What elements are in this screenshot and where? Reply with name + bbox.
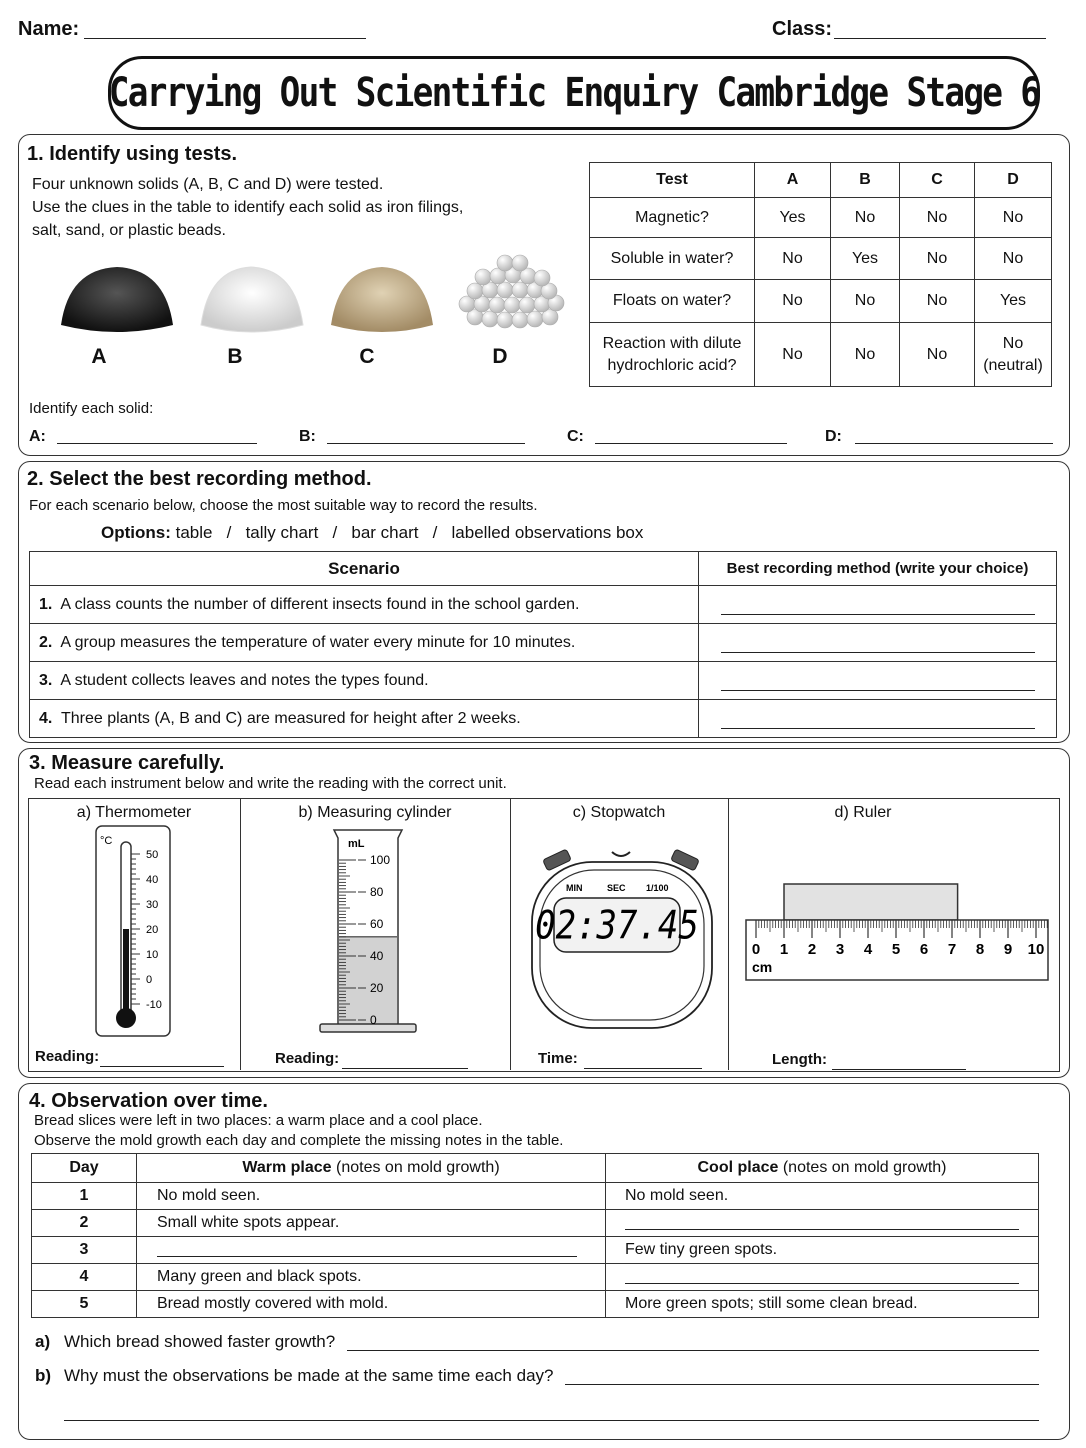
mold-table (31, 1153, 1039, 1318)
scenario-table (29, 551, 1057, 738)
cell: No (755, 280, 831, 323)
ruler-number: 10 (1027, 941, 1045, 958)
sample-b-label: B (227, 345, 243, 368)
thermometer-tick-label: 0 (146, 974, 153, 986)
table-row (590, 198, 1052, 238)
row-num: 4. (39, 709, 53, 727)
sample-c-label: C (359, 345, 375, 368)
cool-answer-field[interactable] (625, 1211, 1019, 1230)
cell: Reaction with dilute hydrochloric acid? (590, 323, 755, 387)
thermometer-tick-label: 20 (146, 924, 159, 936)
day-cell: 2 (32, 1210, 137, 1237)
day-cell: 5 (32, 1291, 137, 1318)
answer-c-label: C: (567, 428, 584, 445)
table-row (30, 586, 1057, 624)
thermometer-title: a) Thermometer (76, 804, 192, 821)
col-warm: Warm place (242, 1159, 332, 1176)
svg-text:02:37.45: 02:37.45 (535, 902, 699, 949)
row-num: 2. (39, 633, 53, 651)
table-row (32, 1291, 1039, 1318)
thermometer-tick-label: 30 (146, 899, 159, 911)
beads-pile-icon (459, 255, 564, 328)
cylinder-tick-label: 20 (370, 981, 384, 995)
cool-cell: Few tiny green spots. (606, 1237, 1039, 1264)
test-results-table (589, 162, 1052, 387)
ruler-number: 6 (919, 941, 929, 958)
ruler-number: 4 (863, 941, 873, 958)
cylinder-reading-field[interactable] (342, 1068, 468, 1069)
identify-label: Identify each solid: (29, 400, 154, 417)
question-b-field[interactable] (565, 1384, 1039, 1385)
col-c: C (900, 163, 975, 198)
cylinder-tick-label: 0 (370, 1013, 377, 1027)
answer-b-label: B: (299, 428, 316, 445)
cell: No (831, 280, 900, 323)
measured-block (784, 884, 958, 920)
s1-intro-3: salt, sand, or plastic beads. (32, 222, 226, 239)
name-field[interactable] (84, 38, 366, 39)
col-b: B (831, 163, 900, 198)
option-bar: bar chart (351, 523, 419, 542)
section-3-title: 3. Measure carefully. (29, 752, 225, 774)
svg-text:cm: cm (752, 959, 773, 975)
s1-intro-1: Four unknown solids (A, B, C and D) were tested. (32, 176, 384, 193)
cool-cell: More green spots; still some clean bread. (606, 1291, 1039, 1318)
thermometer-liquid (123, 929, 129, 1019)
table-row (32, 1264, 1039, 1291)
svg-text:MIN: MIN (566, 883, 583, 893)
cylinder-liquid (339, 937, 397, 1024)
cell: No (975, 198, 1052, 238)
col-test: Test (590, 163, 755, 198)
thermometer-tick-label: 10 (146, 949, 159, 961)
col-day: Day (32, 1154, 137, 1183)
cell: Yes (755, 198, 831, 238)
col-scenario: Scenario (30, 552, 699, 586)
option-box: labelled observations box (451, 523, 644, 542)
stopwatch-time-field[interactable] (584, 1068, 702, 1069)
white-pile-icon (201, 267, 303, 332)
s3-intro: Read each instrument below and write the reading with the correct unit. (34, 775, 507, 792)
ruler-number: 1 (779, 941, 789, 958)
answer-d-label: D: (825, 428, 842, 445)
iron-pile-icon (61, 267, 173, 332)
cool-cell: No mold seen. (606, 1183, 1039, 1210)
cell: No (neutral) (975, 323, 1052, 387)
scenario-text: A group measures the temperature of water every minute for 10 minutes. (60, 633, 576, 651)
section-observation (18, 1083, 1070, 1440)
cell: No (900, 238, 975, 280)
col-cool-suffix: (notes on mold growth) (778, 1159, 947, 1176)
cylinder-tick-label: 80 (370, 885, 384, 899)
ruler-number: 7 (947, 941, 957, 958)
answer-d-field[interactable] (855, 443, 1053, 444)
svg-text:°C: °C (100, 835, 113, 847)
method-answer-field[interactable] (721, 590, 1035, 615)
ruler-number: 3 (835, 941, 845, 958)
thermometer-tick-label: 40 (146, 874, 159, 886)
cell: No (831, 323, 900, 387)
ruler-icon (744, 882, 1050, 986)
sample-d-label: D (492, 345, 508, 368)
cell: No (755, 238, 831, 280)
cell: No (831, 198, 900, 238)
options-label: Options: (101, 523, 171, 542)
table-row (590, 238, 1052, 280)
ruler-title: d) Ruler (834, 804, 892, 821)
title-banner (108, 56, 1040, 130)
day-cell: 3 (32, 1237, 137, 1264)
section-recording (18, 461, 1070, 743)
option-table: table (175, 523, 213, 542)
stopwatch-time-label: Time: (538, 1050, 578, 1067)
warm-cell: No mold seen. (137, 1183, 606, 1210)
svg-text:mL: mL (348, 838, 365, 850)
table-row (30, 700, 1057, 738)
s1-intro-2: Use the clues in the table to identify each solid as iron filings, (32, 199, 464, 216)
warm-answer-field[interactable] (157, 1238, 577, 1257)
cell: Yes (975, 280, 1052, 323)
stopwatch-panel (510, 798, 729, 1070)
stopwatch-icon (526, 842, 718, 1032)
scenario-text: A student collects leaves and notes the types found. (60, 671, 429, 689)
day-cell: 1 (32, 1183, 137, 1210)
ruler-number: 9 (1003, 941, 1013, 958)
cylinder-tick-label: 60 (370, 917, 384, 931)
page-title: Carrying Out Scientific Enquiry Cambridge Stage 6 (108, 70, 1040, 116)
table-row (32, 1183, 1039, 1210)
s4-intro-2: Observe the mold growth each day and complete the missing notes in the table. (34, 1132, 564, 1149)
section-1-title: 1. Identify using tests. (27, 143, 238, 165)
sand-pile-icon (331, 267, 433, 332)
answer-c-field[interactable] (595, 443, 787, 444)
class-field[interactable] (834, 38, 1046, 39)
svg-text:SEC: SEC (607, 883, 626, 893)
cylinder-panel (240, 798, 511, 1070)
warm-cell: Many green and black spots. (137, 1264, 606, 1291)
option-tally: tally chart (245, 523, 319, 542)
table-row (590, 323, 1052, 387)
thermometer-tick-label: -10 (146, 999, 162, 1011)
col-a: A (755, 163, 831, 198)
cylinder-tick-label: 40 (370, 949, 384, 963)
cell: Yes (831, 238, 900, 280)
svg-text:1/100: 1/100 (646, 883, 669, 893)
thermometer-reading-label: Reading: (35, 1048, 100, 1065)
stopwatch-title: c) Stopwatch (572, 804, 666, 821)
cell: Magnetic? (590, 198, 755, 238)
table-row (32, 1237, 1039, 1264)
col-d: D (975, 163, 1052, 198)
name-label: Name: (18, 18, 80, 40)
scenario-text: Three plants (A, B and C) are measured for height after 2 weeks. (60, 709, 521, 727)
answer-a-field[interactable] (57, 443, 257, 444)
s4-intro-1: Bread slices were left in two places: a warm place and a cool place. (34, 1112, 483, 1129)
s2-intro: For each scenario below, choose the most suitable way to record the results. (29, 497, 538, 514)
cell: No (975, 238, 1052, 280)
col-cool: Cool place (697, 1159, 779, 1176)
thermometer-panel (28, 798, 241, 1070)
ruler-length-field[interactable] (832, 1069, 966, 1070)
table-row (30, 624, 1057, 662)
class-label: Class: (772, 18, 833, 40)
cell: Floats on water? (590, 280, 755, 323)
section-4-title: 4. Observation over time. (29, 1090, 268, 1112)
method-answer-field[interactable] (721, 628, 1035, 653)
sample-a-label: A (91, 345, 107, 368)
ruler-number: 2 (807, 941, 817, 958)
answer-b-field[interactable] (327, 443, 525, 444)
section-2-title: 2. Select the best recording method. (27, 468, 372, 490)
cylinder-reading-label: Reading: (275, 1050, 340, 1067)
options-line: Options: table / tally chart / bar chart / labelled observations box (101, 523, 644, 542)
cell: No (900, 323, 975, 387)
scenario-text: A class counts the number of different insects found in the school garden. (60, 595, 580, 613)
table-row (32, 1210, 1039, 1237)
section-identify (18, 134, 1070, 456)
ruler-number: 8 (975, 941, 985, 958)
warm-cell: Bread mostly covered with mold. (137, 1291, 606, 1318)
day-cell: 4 (32, 1264, 137, 1291)
thermometer-icon (92, 824, 176, 1040)
row-num: 3. (39, 671, 53, 689)
ruler-number: 5 (891, 941, 901, 958)
method-answer-field[interactable] (721, 666, 1035, 691)
answer-a-label: A: (29, 428, 46, 445)
table-row (30, 662, 1057, 700)
question-b-label: b) (35, 1366, 52, 1385)
question-a-label: a) (35, 1332, 51, 1351)
thermometer-tick-label: 50 (146, 849, 159, 861)
cell: Soluble in water? (590, 238, 755, 280)
cool-answer-field[interactable] (625, 1265, 1019, 1284)
measuring-cylinder-icon (316, 824, 430, 1042)
thermometer-reading-field[interactable] (100, 1066, 224, 1067)
ruler-length-label: Length: (772, 1051, 827, 1068)
sample-piles (39, 247, 569, 347)
question-a-text: Which bread showed faster growth? (64, 1332, 336, 1351)
cell: No (900, 198, 975, 238)
cylinder-tick-label: 100 (370, 853, 391, 867)
row-num: 1. (39, 595, 53, 613)
ruler-number: 0 (751, 941, 761, 958)
table-row (590, 280, 1052, 323)
warm-cell: Small white spots appear. (137, 1210, 606, 1237)
ruler-panel (728, 798, 1058, 1070)
col-warm-suffix: (notes on mold growth) (331, 1159, 500, 1176)
question-b-text: Why must the observations be made at the same time each day? (64, 1366, 554, 1385)
cylinder-title: b) Measuring cylinder (298, 804, 452, 821)
cell: No (755, 323, 831, 387)
col-method: Best recording method (write your choice) (699, 552, 1057, 586)
question-b-field-2[interactable] (64, 1420, 1039, 1421)
cell: No (900, 280, 975, 323)
question-a-field[interactable] (347, 1350, 1039, 1351)
method-answer-field[interactable] (721, 704, 1035, 729)
